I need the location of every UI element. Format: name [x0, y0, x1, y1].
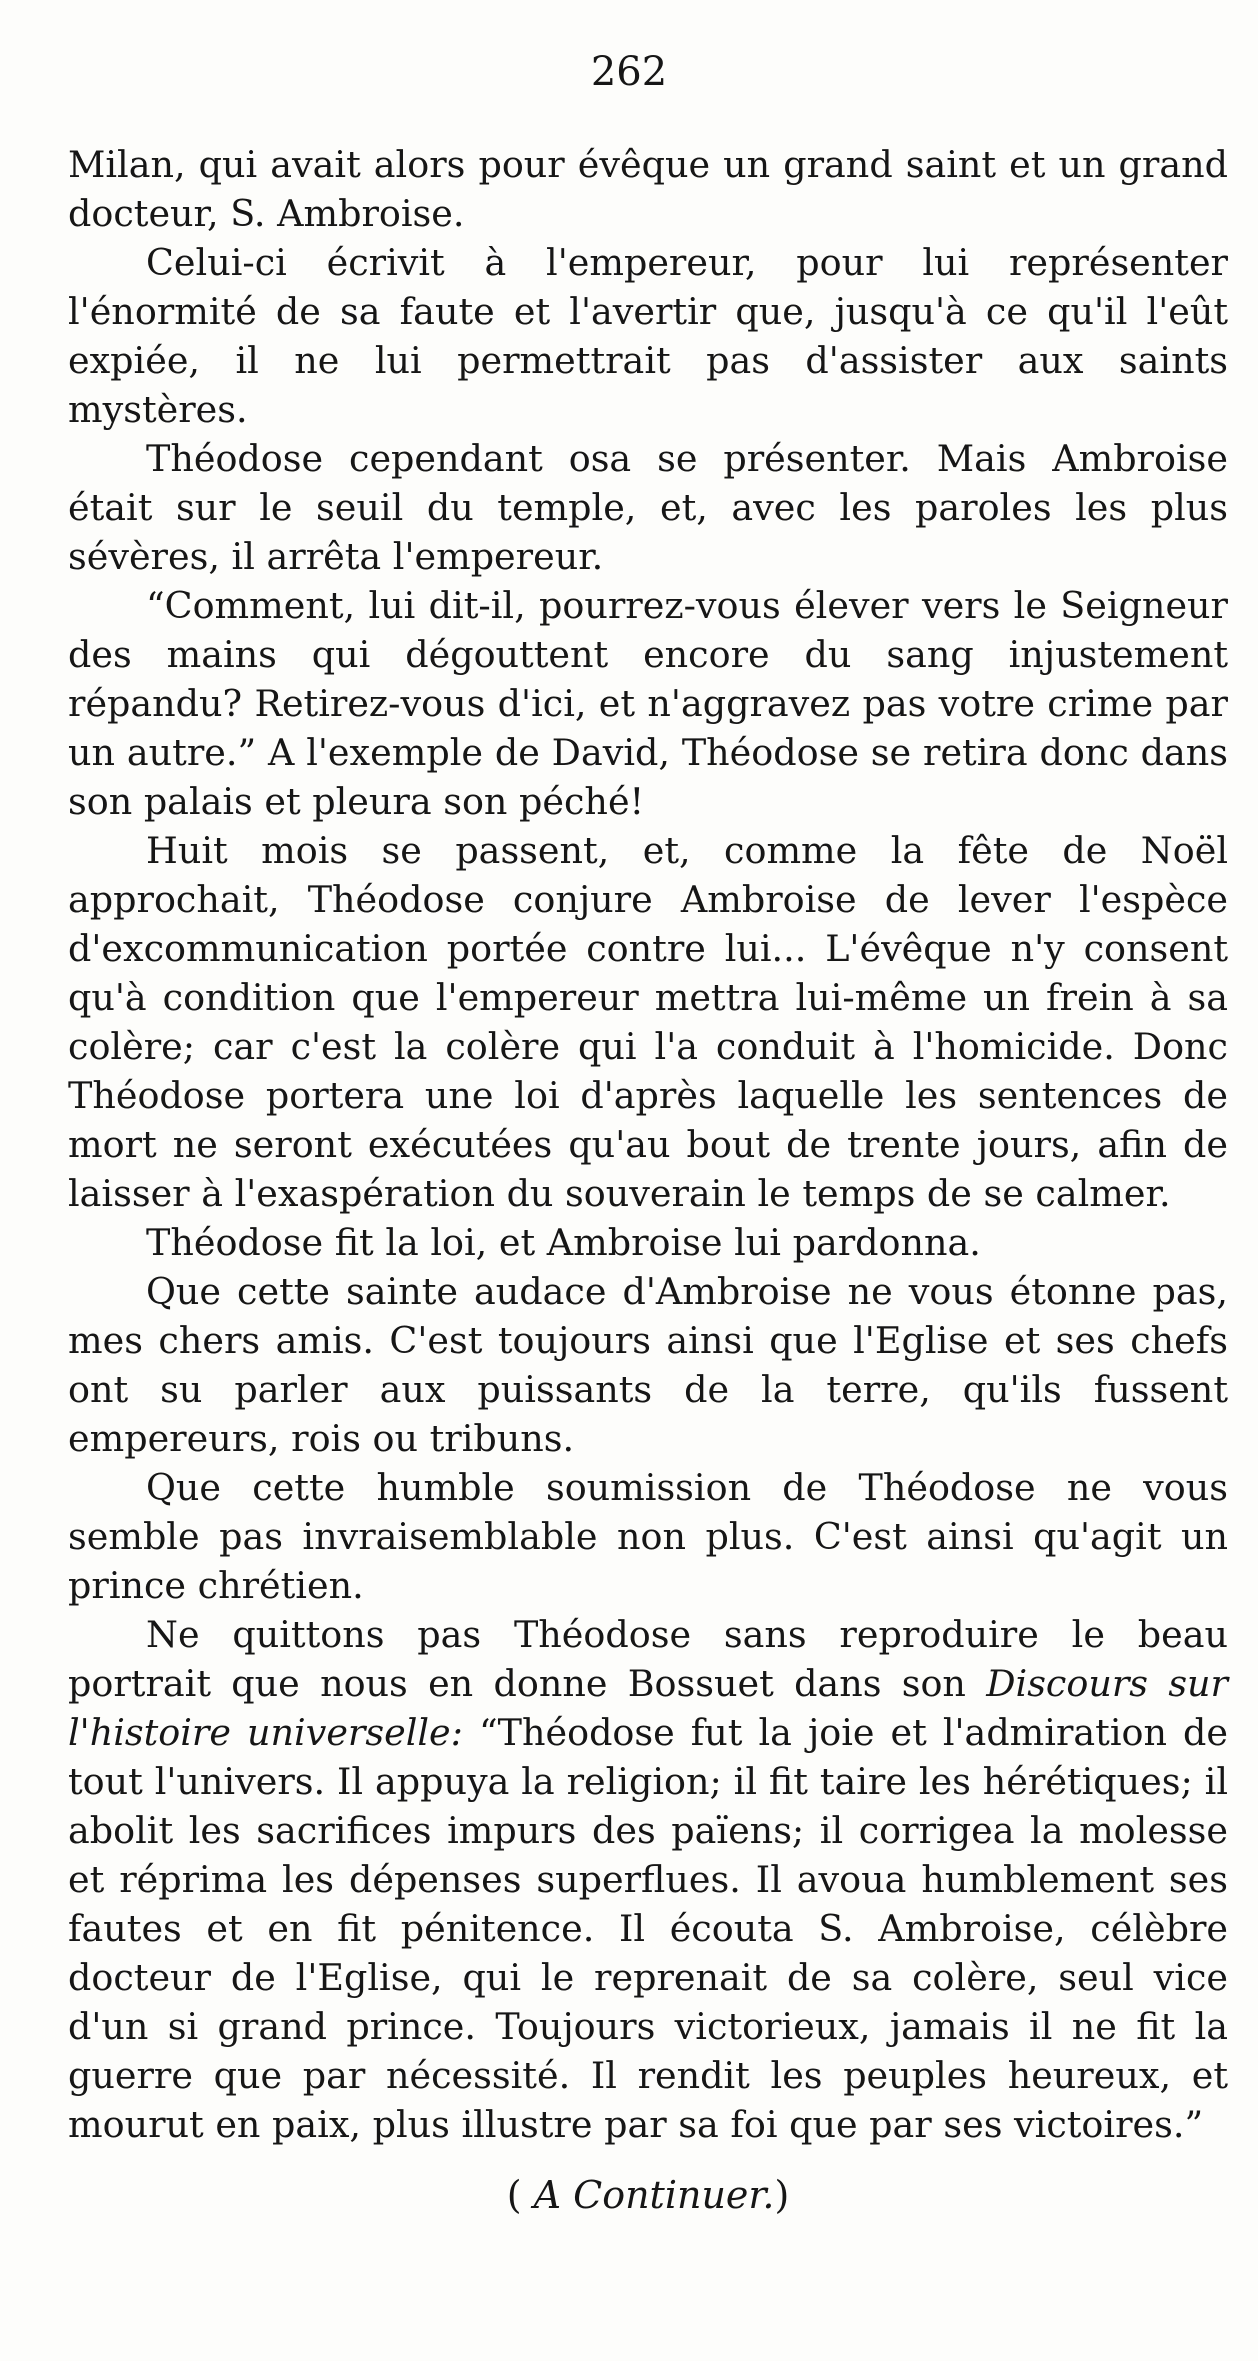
- body-text: [68, 140, 1228, 2220]
- continuation-text: A Continuer.: [533, 2173, 775, 2217]
- portrait-quote: “Théodose fut la joie et l'admiration de tout l'univers. Il appuya la religion; il fit taire les hérétiques; il abolit les sacrifices impurs des païens; il corrigea la molesse et réprima les dépenses superflues. Il avoua humblement ses fautes et en fit pénitence. Il écouta S. Ambroise, célèbre docteur de l'Eglise, qui le reprenait de sa colère, seul vice d'un si grand prince. Toujours victorieux, jamais il ne fit la guerre que par nécessité. Il rendit les peuples heureux, et mourut en paix, plus illustre par sa foi que par ses victoires.”: [68, 1711, 1228, 2146]
- page-number: 262: [590, 49, 668, 95]
- portrait-intro: Ne quittons pas Théodose sans reproduire le beau portrait que nous en donne Bossuet dans son: [68, 1613, 1228, 1705]
- continuation-close: ): [774, 2173, 790, 2217]
- paragraph-audacity: Que cette sainte audace d'Ambroise ne vous étonne pas, mes chers amis. C'est toujours ainsi que l'Eglise et ses chefs ont su parler aux puissants de la terre, qu'ils fussent empereurs, rois ou tribuns.: [68, 1270, 1228, 1460]
- paragraph-temple: Théodose cependant osa se présenter. Mais Ambroise était sur le seuil du temple, et, avec les paroles les plus sévères, il arrêta l'empereur.: [68, 437, 1228, 578]
- paragraph-submission: Que cette humble soumission de Théodose ne vous semble pas invraisemblable non plus. C'est ainsi qu'agit un prince chrétien.: [68, 1466, 1228, 1607]
- paragraph-pardon: Théodose fit la loi, et Ambroise lui pardonna.: [146, 1221, 981, 1264]
- paragraph-quote: “Comment, lui dit-il, pourrez-vous élever vers le Seigneur des mains qui dégouttent encore du sang injustement répandu? Retirez-vous d'ici, et n'aggravez pas votre crime par un autre.” A l'exemple de David, Théodose se retira donc dans son palais et pleura son péché!: [68, 584, 1228, 823]
- work-title: Discours sur l'histoire universelle:: [68, 1662, 1229, 1754]
- continuation-open: (: [506, 2173, 534, 2217]
- continuation-note: [68, 2171, 1228, 2220]
- paragraph-letter: Celui-ci écrivit à l'empereur, pour lui représenter l'énormité de sa faute et l'avertir que, jusqu'à ce qu'il l'eût expiée, il ne lui permettrait pas d'assister aux saints mystères.: [68, 241, 1228, 431]
- paragraph-continued: Milan, qui avait alors pour évêque un grand saint et un grand docteur, S. Ambroise.: [68, 143, 1228, 235]
- paragraph-bossuet-portrait: [68, 1610, 1228, 2149]
- paragraph-excommunication: Huit mois se passent, et, comme la fête de Noël approchait, Théodose conjure Ambroise de lever l'espèce d'excommunication portée contre lui... L'évêque n'y consent qu'à condition que l'empereur mettra lui-même un frein à sa colère; car c'est la colère qui l'a conduit à l'homicide. Donc Théodose portera une loi d'après laquelle les sentences de mort ne seront exécutées qu'au bout de trente jours, afin de laisser à l'exaspération du souverain le temps de se calmer.: [68, 829, 1228, 1215]
